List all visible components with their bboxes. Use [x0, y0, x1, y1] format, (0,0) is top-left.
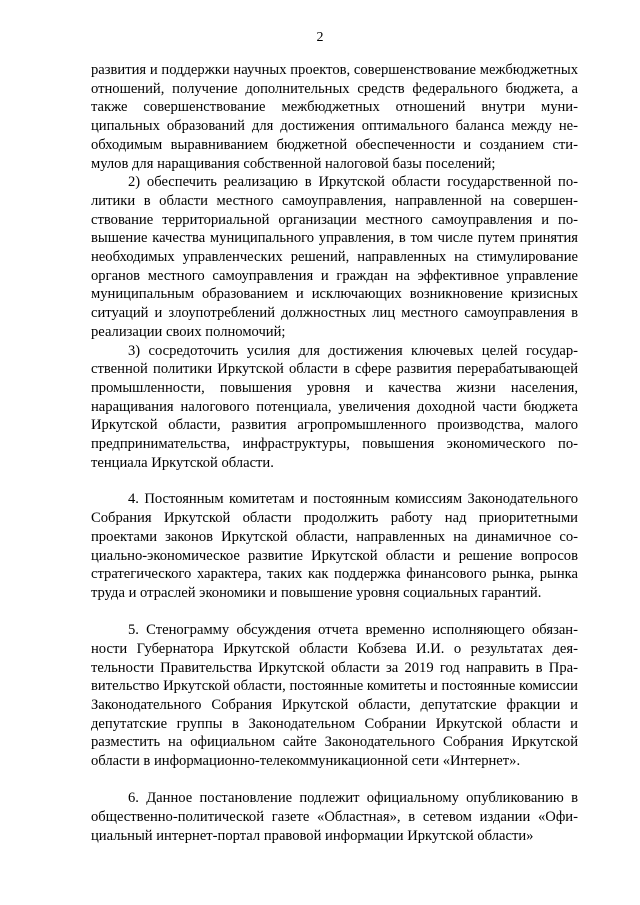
paragraph-item-2: 2) обеспечить реализацию в Иркутской области государственной политики в области местного самоуправления, направленной на совершенствование территориальной организации местного самоуправления и повышение качества муниципального управления, в том числе путем принятия необходимых управленческих решений, направленных на стимулирование органов местного самоуправления и граждан на эффективное управление муниципальным образованием и исключающих возникновение кризисных ситуаций и злоупотреблений должностных лиц местного самоуправления в реализации своих полномочий;	[91, 174, 578, 340]
paragraph-item-3: 3) сосредоточить усилия для достижения ключевых целей государственной политики Иркутской области в сфере развития перерабатывающей промышленности, повышения уровня и качества жизни населения, наращивания налогового потенциала, увеличения доходной части бюджета Иркутской области, развития агропромышленного производства, малого предпринимательства, инфраструктуры, повышения экономического потенциала Иркутской области.	[91, 342, 578, 471]
paragraph-continuation: развития и поддержки научных проектов, совершенствование межбюджетных отношений, получение дополнительных средств федерального бюджета, а также совершенствование межбюджетных отношений внутри муниципальных образований для достижения оптимального баланса между необходимым выравниванием бюджетной обеспеченности и созданием стимулов для наращивания собственной налоговой базы поселений;	[91, 62, 578, 172]
paragraph-section-5: 5. Стенограмму обсуждения отчета временно исполняющего обязанности Губернатора Иркутской области Кобзева И.И. о результатах деятельности Правительства Иркутской области за 2019 год направить в Правительство Иркутской области, постоянные комитеты и постоянные комиссии Законодательного Собрания Иркутской области, депутатские фракции и депутатские группы в Законодательном Собрании Иркутской области и разместить на официальном сайте Законодательного Собрания Иркутской области в информационно-телекоммуникационной сети «Интернет».	[91, 622, 578, 770]
paragraph-section-4: 4. Постоянным комитетам и постоянным комиссиям Законодательного Собрания Иркутской области продолжить работу над приоритетными проектами законов Иркутской области, направленных на динамичное социально-экономическое развитие Иркутской области и решение вопросов стратегического характера, таких как поддержка финансового рынка, рынка труда и отраслей экономики и повышение уровня социальных гарантий.	[91, 491, 578, 601]
document-body	[91, 61, 578, 845]
page-number: 2	[316, 30, 324, 45]
paragraph-section-6: 6. Данное постановление подлежит официальному опубликованию в общественно-политической газете «Областная», в сетевом издании «Официальный интернет-портал правовой информации Иркутской области»	[91, 790, 578, 844]
